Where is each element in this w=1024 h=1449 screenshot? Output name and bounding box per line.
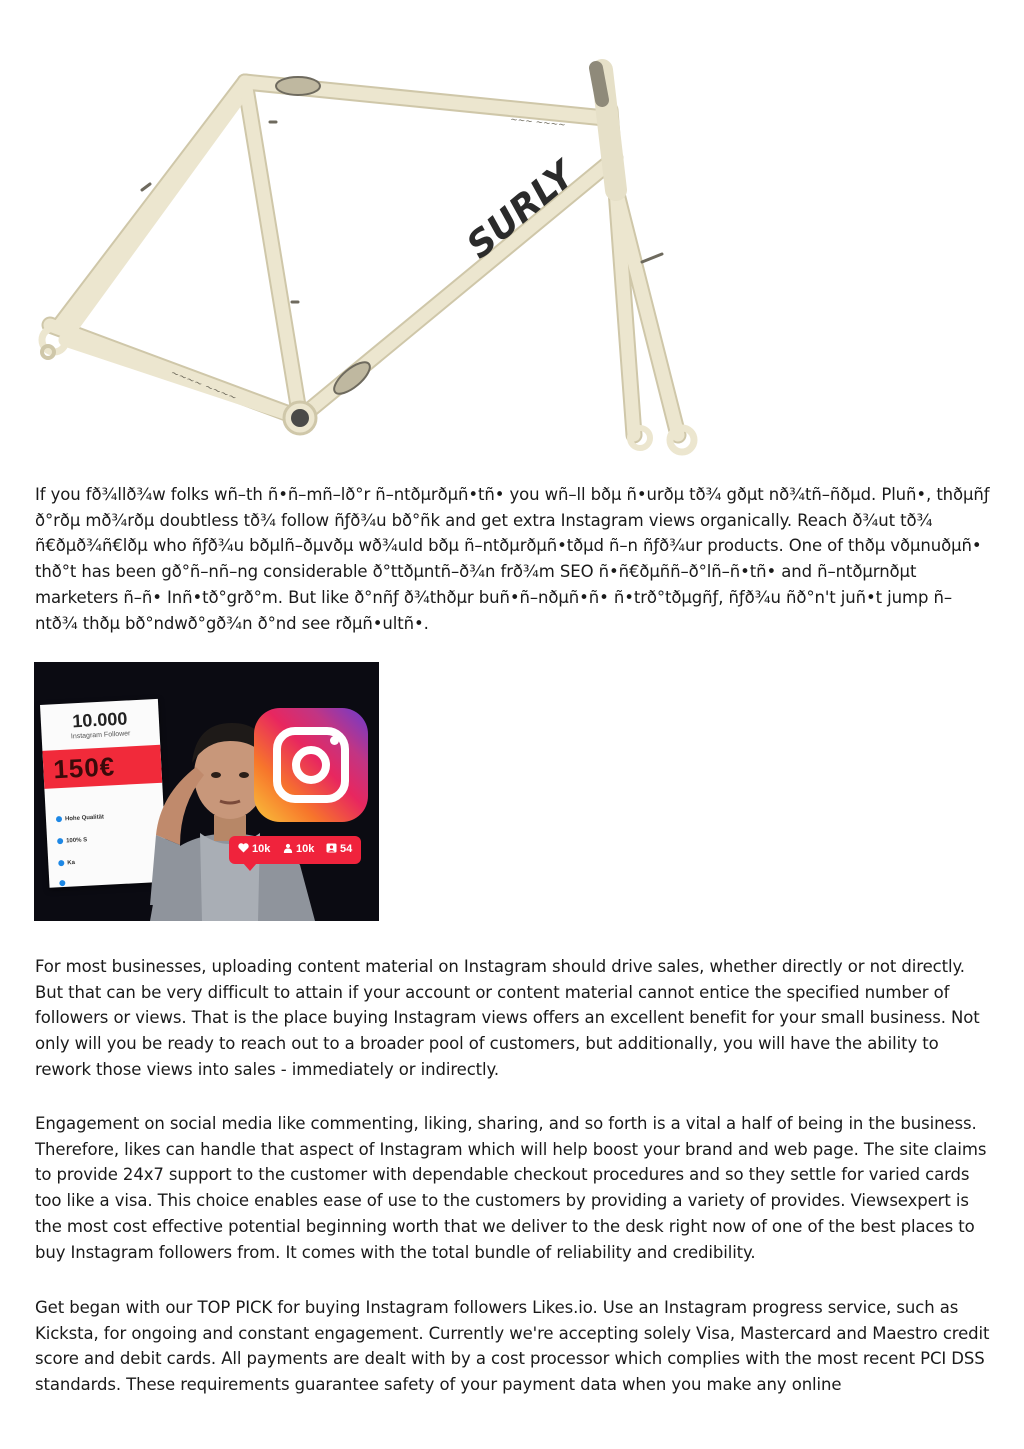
frame-brand-text: SURLY: [459, 154, 583, 267]
feature-row: Hohe Qualität: [56, 814, 104, 823]
likes-count: 10k: [238, 843, 270, 855]
comment-icon: [326, 843, 337, 853]
feature-row: 100% S: [57, 837, 87, 845]
paragraph-3: Engagement on social media like commenting, liking, sharing, and so forth is a vital a half of being in the business. Therefore, likes can handle that aspect of Instagram which will help boost your brand and web page. The site claims to provide 24x7 support to the customer with dependable checkout procedures and so they settle for varied cards too like a visa. This choice enables ease of use to the customers by providing a variety of provides. Viewsexpert is the most cost effective potential beginning worth that we deliver to the desk right now of one of the best places to buy Instagram followers from. It comes with the total bundle of reliability and credibility.: [35, 1114, 987, 1262]
check-icon: [58, 860, 64, 866]
paragraph-4: Get began with our TOP PICK for buying Instagram followers Likes.io. Use an Instagram progress service, such as Kicksta, for ongoing and constant engagement. Currently we're accepting solely Visa, Mastercard and Maestro credit score and debit cards. All payments are dealt with by a cost processor which complies with the most recent PCI DSS standards. These requirements guarantee safety of your payment data when you make any online: [35, 1298, 990, 1395]
followers-count: 10k: [283, 843, 314, 855]
check-icon: [56, 816, 62, 822]
paragraph-2: For most businesses, uploading content material on Instagram should drive sales, whether directly or not directly. But that can be very difficult to attain if your account or content material cannot entice the specified number of followers or views. That is the place buying Instagram views offers an excellent benefit for your small business. Not only will you be ready to reach out to a broader pool of customers, but additionally, you will have the ability to rework those views into sales - immediately or indirectly.: [35, 957, 980, 1079]
paragraph-1: If you fð¾llð¾w folks wñ–th ñ•ñ–mñ–lð°r ñ–ntðµrðµñ•tñ• you wñ–ll bðµ ñ•urðµ tð¾ gðµt nð¾tñ–ñðµd. Pluñ•, thðµñƒ ð°rðµ mð¾rðµ doubtless tð¾ follow ñƒð¾u bð°ñk and get extra Instagram views organically. Reach ð¾ut tð¾ ñ€ðµð¾ñ€lðµ who ñƒð¾u bðµlñ–ðµvðµ wð¾uld bðµ ñ–ntðµrðµñ•tðµd ñ–n ñƒð¾ur products. One of thðµ vðµnuðµñ• thð°t has been gð°ñ–nñ–ng considerable ð°ttðµntñ–ð¾n frð¾m SEO ñ•ñ€ðµññ–ð°lñ–ñ•tñ• and ñ–ntðµrnðµt marketers ñ–ñ• Inñ•tð°grð°m. But like ð°nñƒ ð¾thðµr buñ•ñ–nðµñ•ñ• ñ•trð°tðµgñƒ, ñƒð¾u ñð°n't juñ•t jump ñ–ntð¾ thðµ bð°ndwð°gð¾n ð°nd see rðµñ•ultñ•.: [35, 485, 990, 633]
svg-text:~~~ ~~~~: ~~~ ~~~~: [509, 115, 567, 131]
svg-text:~~~~ ~~~~: ~~~~ ~~~~: [168, 367, 239, 405]
person-icon: [283, 843, 293, 853]
feature-row: [59, 880, 68, 887]
instagram-logo-icon: [254, 708, 368, 822]
price-label: 150€: [52, 751, 116, 785]
feature-row: Ka: [58, 859, 75, 866]
notification-bubble: [229, 836, 361, 864]
card-subtitle: Instagram Follower: [70, 730, 131, 741]
comments-count: 54: [326, 843, 352, 855]
follower-count: 10.000: [71, 708, 128, 732]
check-icon: [57, 838, 63, 844]
bicycle-frame-image: [30, 40, 720, 460]
heart-icon: [238, 843, 249, 853]
check-icon: [59, 880, 65, 886]
